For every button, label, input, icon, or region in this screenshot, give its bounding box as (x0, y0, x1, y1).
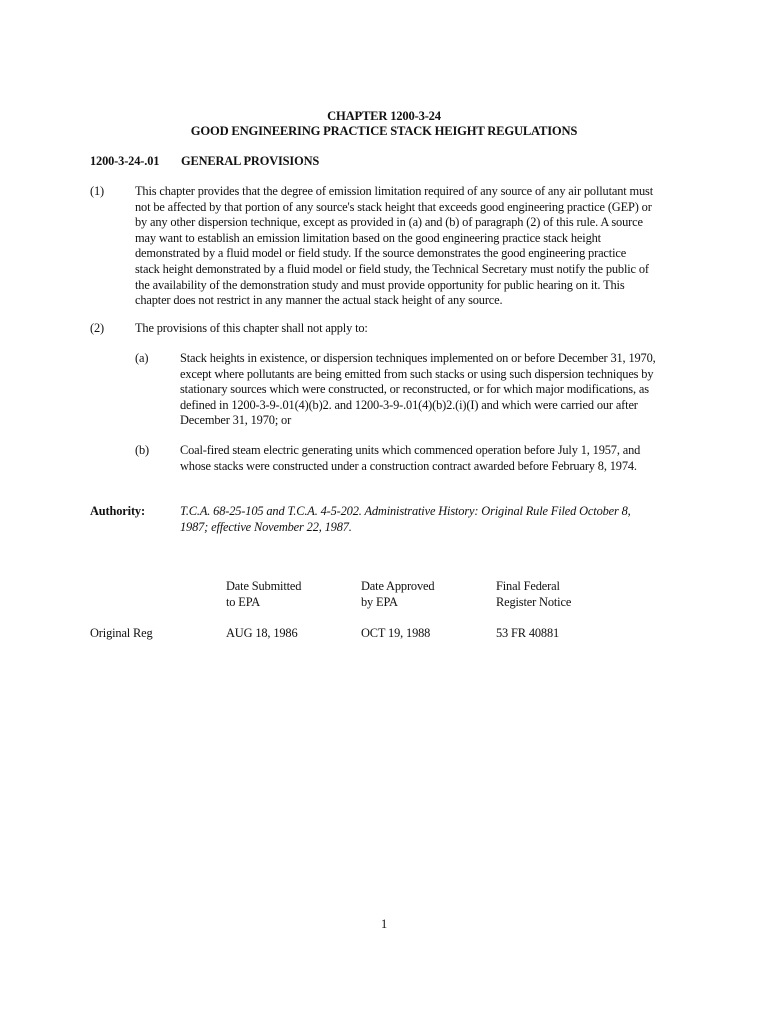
text-line: T.C.A. 68-25-105 and T.C.A. 4-5-202. Administrative History: Original Rule Filed October 8, (180, 504, 631, 518)
text-line: stack height demonstrated by a fluid model or field study, the Technical Secretary must notify the public of (135, 261, 649, 276)
authority-label: Authority: (90, 504, 145, 518)
table-header-date-approved (361, 579, 434, 610)
text-line: chapter does not restrict in any manner the actual stack height of any source. (135, 293, 503, 308)
paragraph-1-text (135, 184, 680, 309)
paragraph-2-text (135, 321, 680, 337)
page-number: 1 (380, 917, 388, 931)
section-title: GENERAL PROVISIONS (181, 154, 320, 168)
header-line: by EPA (361, 594, 398, 609)
text-line: may want to establish an emission limitation based on the good engineering practice stack height (135, 230, 601, 245)
text-line: December 31, 1970; or (180, 413, 292, 428)
header-line: Date Approved (361, 579, 435, 593)
text-line: Coal-fired steam electric generating units which commenced operation before July 1, 1957, and (180, 443, 641, 457)
text-line: demonstrated by a fluid model or field study. If the source demonstrates the good engineering practice (135, 246, 627, 261)
text-line: except where pollutants are being emitted from such stacks or using such dispersion techniques by (180, 366, 654, 381)
text-line: 1987; effective November 22, 1987. (180, 519, 352, 534)
header-line: Date Submitted (226, 579, 302, 593)
header-line: Register Notice (496, 594, 572, 609)
text-line: not be affected by that portion of any source's stack height that exceeds good engineering practice (GEP) or (135, 199, 652, 214)
subparagraph-a-text (180, 351, 680, 429)
table-cell-date-approved: OCT 19, 1988 (361, 626, 431, 640)
table-header-final-federal-register (496, 579, 571, 610)
text-line: stationary sources which were constructed, or reconstructed, or for which major modifications, as (180, 382, 649, 397)
table-cell-register-notice: 53 FR 40881 (496, 626, 560, 640)
header-line: Final Federal (496, 579, 560, 593)
text-line: Stack heights in existence, or dispersion techniques implemented on or before December 31, 1970, (180, 351, 656, 365)
subparagraph-b-number: (b) (135, 443, 149, 457)
table-header-date-submitted (226, 579, 301, 610)
authority-text (180, 504, 680, 535)
table-cell-row-label: Original Reg (90, 626, 153, 640)
text-line: defined in 1200-3-9-.01(4)(b)2. and 1200-3-9-.01(4)(b)2.(i)(I) and which were carried our after (180, 397, 638, 412)
chapter-number: CHAPTER 1200-3-24 (327, 109, 441, 123)
subparagraph-b-text (180, 443, 680, 474)
text-line: This chapter provides that the degree of emission limitation required of any source of any air pollutant must (135, 184, 654, 198)
paragraph-2-number: (2) (90, 321, 104, 335)
subparagraph-a-number: (a) (135, 351, 149, 365)
header-line: to EPA (226, 594, 261, 609)
text-line: whose stacks were constructed under a construction contract awarded before February 8, 1974. (180, 458, 637, 473)
chapter-title: GOOD ENGINEERING PRACTICE STACK HEIGHT REGULATIONS (190, 124, 578, 138)
text-line: the availability of the demonstration study and must provide opportunity for public hearing on it. This (135, 277, 625, 292)
paragraph-1-number: (1) (90, 184, 104, 198)
text-line: The provisions of this chapter shall not apply to: (135, 321, 368, 335)
section-number: 1200-3-24-.01 (90, 154, 160, 168)
text-line: by any other dispersion technique, except as provided in (a) and (b) of paragraph (2) of this rule. A source (135, 215, 643, 230)
table-cell-date-submitted: AUG 18, 1986 (226, 626, 298, 640)
